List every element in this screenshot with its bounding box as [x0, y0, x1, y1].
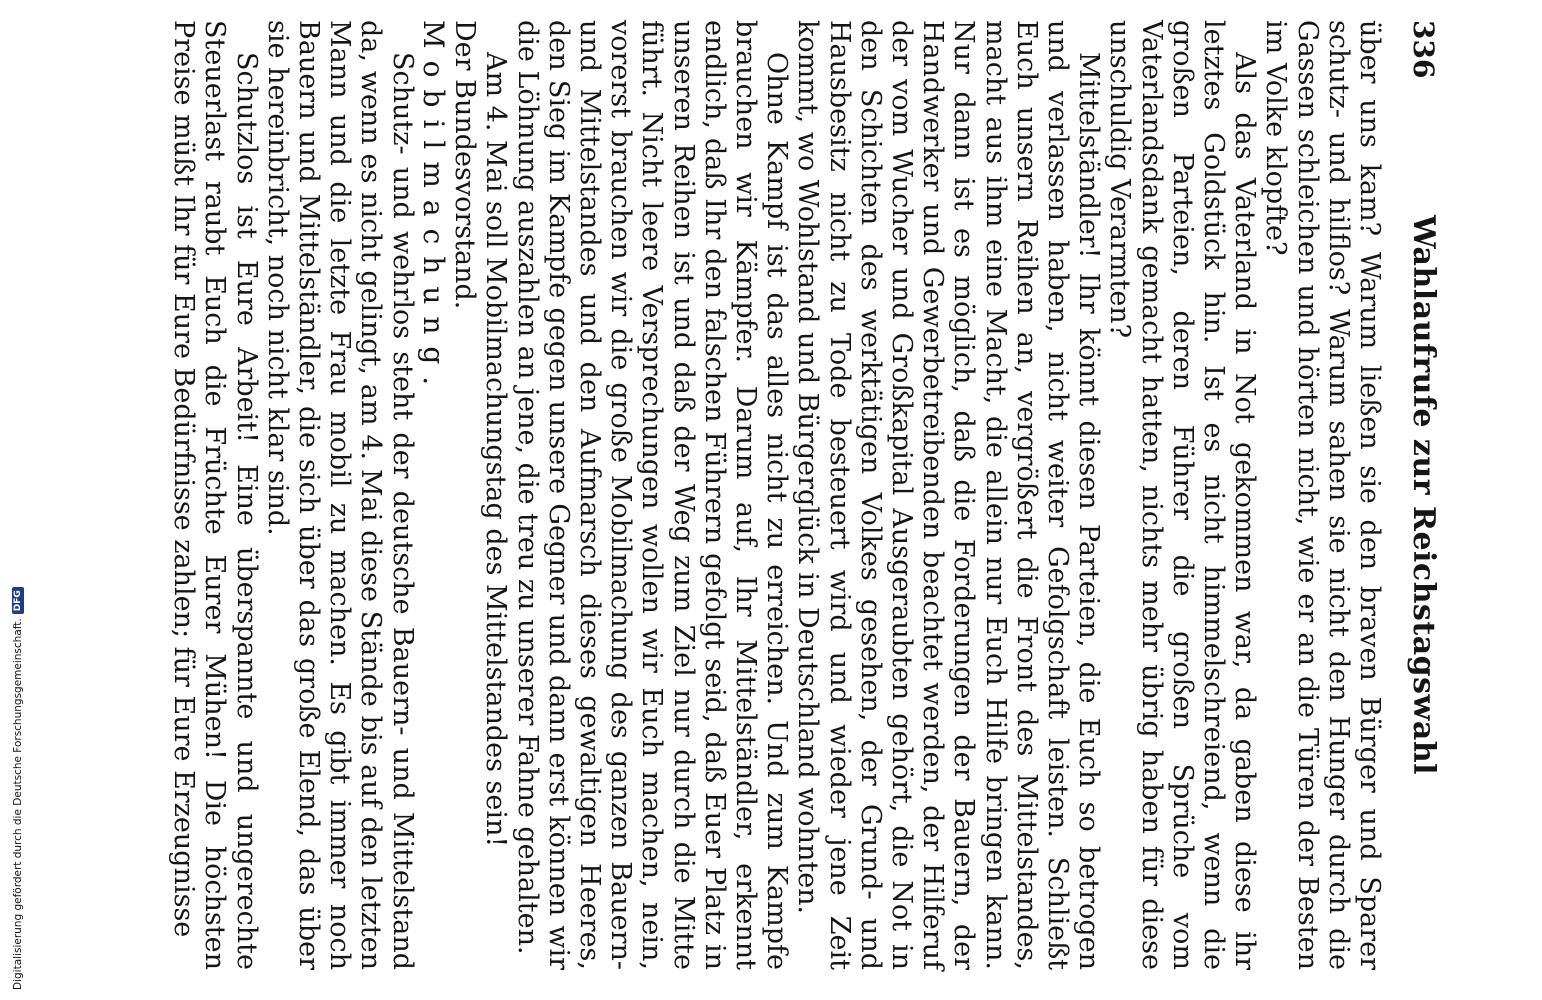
rotated-text-block [100, 20, 1445, 970]
paragraph: Am 4. Mai soll Mobilmachungstag des Mittelstandes sein! [480, 52, 512, 848]
page-title: Wahlaufrufe zur Reichstagswahl [1406, 214, 1441, 776]
dfg-logo-icon: DFG [12, 587, 24, 614]
paragraph: Als das Vaterland in Not gekommen war, da gaben diese ihr letztes Goldstück hin. Ist es nicht himmelschreiend, wenn die großen Parteien, deren Führer die großen Sprüche vom Vaterlandsdank gemacht hatten, nichts mehr übrig haben für diese unschuldig Verarmten? [1104, 20, 1261, 970]
page-number: 336 [1407, 20, 1440, 79]
paragraph: über uns kam? Warum ließen sie den braven Bürger und Sparer schutz- und hilflos? Warum sahen sie nicht den Hunger durch die Gassen schleichen und hörten nicht, wie er an die Türen der Besten im Volke klopfte? [1260, 20, 1385, 970]
paragraph: Mittelständler! Ihr könnt diesen Parteien, die Euch so betrogen und verlassen haben, nicht weiter Gefolgschaft leisten. Schließt Euch unsern Reihen an, vergrößert die Front des Mittelstandes, macht aus ihm eine Macht, die allein nur Euch Hilfe bringen kann. Nur dann ist es möglich, daß die Forderungen der Bauern, der Handwerker und Gewerbetreibenden beachtet werden, der Hilferuf der vom Wucher und Großkapital Ausgeraubten gehört, die Not in den Schichten des werktätigen Volkes gesehen, der Grund- und Hausbesitz nicht zu Tode besteuert wird und wieder jene Zeit kommt, wo Wohlstand und Bürgerglück in Deutschland wohnten. [792, 20, 1105, 970]
digitization-credit [12, 587, 24, 990]
paragraph: Schutz- und wehrlos steht der deutsche Bauern- und Mittelstand da, wenn es nicht gelingt, am 4. Mai diese Stände bis auf den letzten Mann und die letzte Frau mobil zu machen. Es gibt immer noch Bauern und Mittelständler, die sich über das große Elend, das über sie hereinbricht, noch nicht klar sind. [261, 20, 418, 970]
signature: Der Bundesvorstand. [449, 20, 481, 310]
credit-text: Digitalisierung gefördert durch die Deutsche Forschungsgemeinschaft. [12, 618, 24, 990]
page-header [1385, 20, 1445, 970]
paragraph: Ohne Kampf ist das alles nicht zu erreichen. Und zum Kampfe brauchen wir Kämpfer. Darum auf, Ihr Mittelständler, erkennt endlich, daß Ihr den falschen Führern gefolgt seid, daß Euer Platz in unseren Reihen ist und daß der Weg zum Ziel nur durch die Mitte führt. Nicht leere Versprechungen wollen wir Euch machen, nein, vorerst brauchen wir die große Mobilmachung des ganzen Bauern- und Mittelstandes und den Aufmarsch dieses gewaltigen Heeres, den Sieg im Kampfe gegen unsere Gegner und dann erst können wir die Löhnung auszahlen an jene, die treu zu unserer Fahne gehalten. [511, 20, 793, 970]
paragraph: Schutzlos ist Eure Arbeit! Eine überspannte und ungerechte Steuerlast raubt Euch die Früchte Eurer Mühen! Die höchsten Preise müßt Ihr für Eure Bedürfnisse zahlen; für Eure Erzeugnisse [168, 20, 262, 970]
section-title: Mobilmachung. [416, 20, 450, 398]
page-body [168, 20, 1385, 970]
